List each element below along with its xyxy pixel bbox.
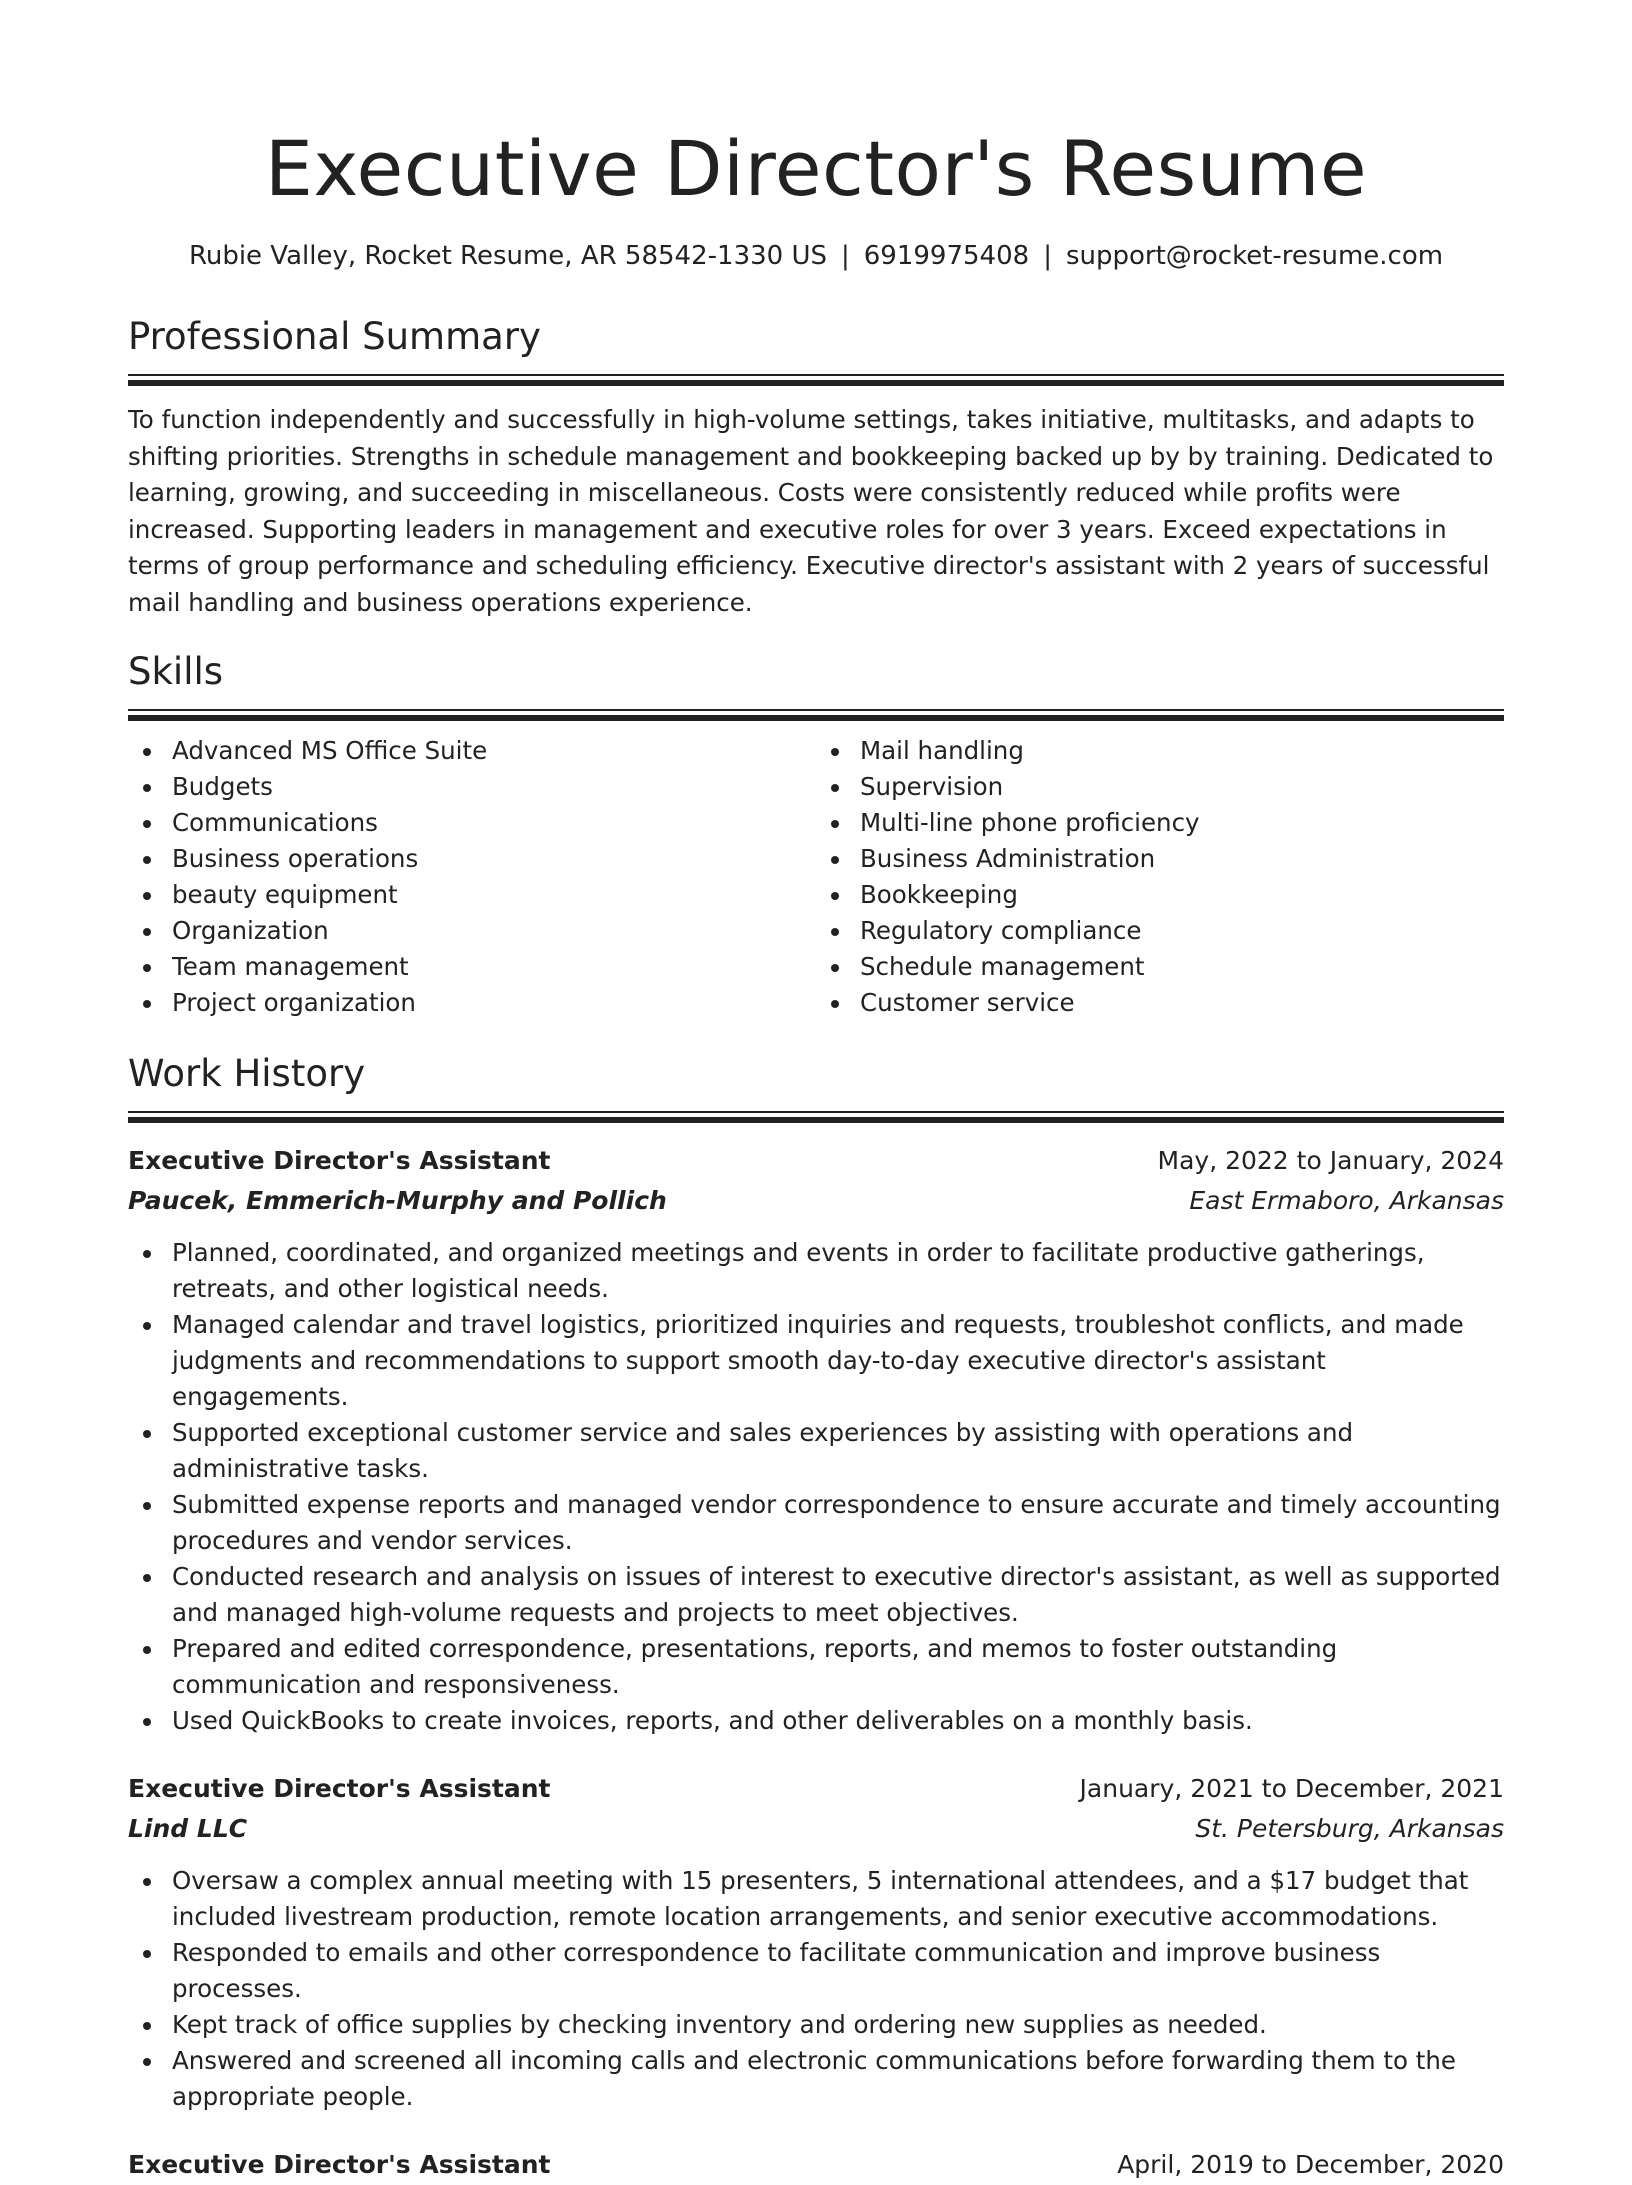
job-title: Executive Director's Assistant	[128, 2150, 551, 2179]
job-header	[128, 1769, 1504, 1809]
job-bullet: Submitted expense reports and managed vendor correspondence to ensure accurate and timely accounting procedures and vendor services.	[172, 1487, 1504, 1559]
job-dates: May, 2022 to January, 2024	[1157, 1146, 1504, 1175]
job-title: Executive Director's Assistant	[128, 1774, 551, 1803]
section-divider	[128, 709, 1504, 721]
job-bullets	[128, 1863, 1504, 2115]
skill-item: Regulatory compliance	[860, 913, 1504, 949]
summary-text: To function independently and successfully in high-volume settings, takes initiative, multitasks, and adapts to shifting priorities. Strengths in schedule management and bookkeeping backed up by by training. Dedicated to learning, growing, and succeeding in miscellaneous. Costs were consistently reduced while profits were increased. Supporting leaders in management and executive roles for over 3 years. Exceed expectations in terms of group performance and scheduling efficiency. Executive director's assistant with 2 years of successful mail handling and business operations experience.	[128, 405, 1494, 617]
job-company: Lind LLC	[128, 1814, 248, 1843]
skill-item: Customer service	[860, 985, 1504, 1021]
resume-page	[128, 0, 1504, 2185]
job-dates: January, 2021 to December, 2021	[1079, 1774, 1504, 1803]
job-location: East Ermaboro, Arkansas	[1189, 1186, 1504, 1215]
contact-address: Rubie Valley, Rocket Resume, AR 58542-1330 US	[188, 241, 827, 271]
job-entry	[128, 2145, 1504, 2185]
job-title: Executive Director's Assistant	[128, 1146, 551, 1175]
job-subheader	[128, 1181, 1504, 1221]
skill-item: Business Administration	[860, 841, 1504, 877]
job-dates: April, 2019 to December, 2020	[1117, 2150, 1504, 2179]
job-bullet: Kept track of office supplies by checking inventory and ordering new supplies as needed.	[172, 2007, 1504, 2043]
job-bullet: Managed calendar and travel logistics, prioritized inquiries and requests, troubleshot conflicts, and made judgments and recommendations to support smooth day-to-day executive director's assistant engagements.	[172, 1307, 1504, 1415]
job-bullet: Responded to emails and other correspondence to facilitate communication and improve business processes.	[172, 1935, 1504, 2007]
job-entry	[128, 1769, 1504, 2115]
job-bullet: Answered and screened all incoming calls and electronic communications before forwarding them to the appropriate people.	[172, 2043, 1504, 2115]
contact-phone: 6919975408	[863, 241, 1030, 271]
skills-section	[128, 647, 1504, 1021]
resume-title: Executive Director's Resume	[264, 124, 1368, 213]
skill-item: Project organization	[172, 985, 816, 1021]
section-title-work: Work History	[128, 1052, 366, 1095]
skills-list-left	[128, 733, 816, 1021]
section-title-skills: Skills	[128, 650, 224, 693]
section-divider	[128, 1111, 1504, 1123]
job-subheader	[128, 1809, 1504, 1849]
job-header	[128, 1141, 1504, 1181]
job-bullet: Planned, coordinated, and organized meetings and events in order to facilitate productive gatherings, retreats, and other logistical needs.	[172, 1235, 1504, 1307]
job-company: Paucek, Emmerich-Murphy and Pollich	[128, 1186, 667, 1215]
skill-item: Schedule management	[860, 949, 1504, 985]
skill-item: Communications	[172, 805, 816, 841]
contact-separator: |	[1043, 241, 1052, 271]
skill-item: Budgets	[172, 769, 816, 805]
summary-section	[128, 312, 1504, 621]
skill-item: beauty equipment	[172, 877, 816, 913]
skills-list-right	[816, 733, 1504, 1021]
skill-item: Mail handling	[860, 733, 1504, 769]
skill-item: Business operations	[172, 841, 816, 877]
skill-item: Advanced MS Office Suite	[172, 733, 816, 769]
skills-columns	[128, 733, 1504, 1021]
section-divider	[128, 374, 1504, 386]
skill-item: Organization	[172, 913, 816, 949]
skill-item: Multi-line phone proficiency	[860, 805, 1504, 841]
contact-separator: |	[841, 241, 850, 271]
job-bullet: Prepared and edited correspondence, presentations, reports, and memos to foster outstanding communication and responsiveness.	[172, 1631, 1504, 1703]
job-bullet: Supported exceptional customer service and sales experiences by assisting with operations and administrative tasks.	[172, 1415, 1504, 1487]
contact-email: support@rocket-resume.com	[1065, 241, 1444, 271]
job-bullets	[128, 1235, 1504, 1739]
job-location: St. Petersburg, Arkansas	[1195, 1814, 1504, 1843]
work-section	[128, 1049, 1504, 2185]
contact-line	[128, 238, 1504, 274]
job-bullet: Used QuickBooks to create invoices, reports, and other deliverables on a monthly basis.	[172, 1703, 1504, 1739]
job-bullet: Conducted research and analysis on issues of interest to executive director's assistant, as well as supported and managed high-volume requests and projects to meet objectives.	[172, 1559, 1504, 1631]
job-header	[128, 2145, 1504, 2185]
job-bullet: Oversaw a complex annual meeting with 15 presenters, 5 international attendees, and a $17 budget that included livestream production, remote location arrangements, and senior executive accommodations.	[172, 1863, 1504, 1935]
skill-item: Team management	[172, 949, 816, 985]
job-entry	[128, 1141, 1504, 1739]
skill-item: Bookkeeping	[860, 877, 1504, 913]
skill-item: Supervision	[860, 769, 1504, 805]
section-title-summary: Professional Summary	[128, 315, 541, 358]
